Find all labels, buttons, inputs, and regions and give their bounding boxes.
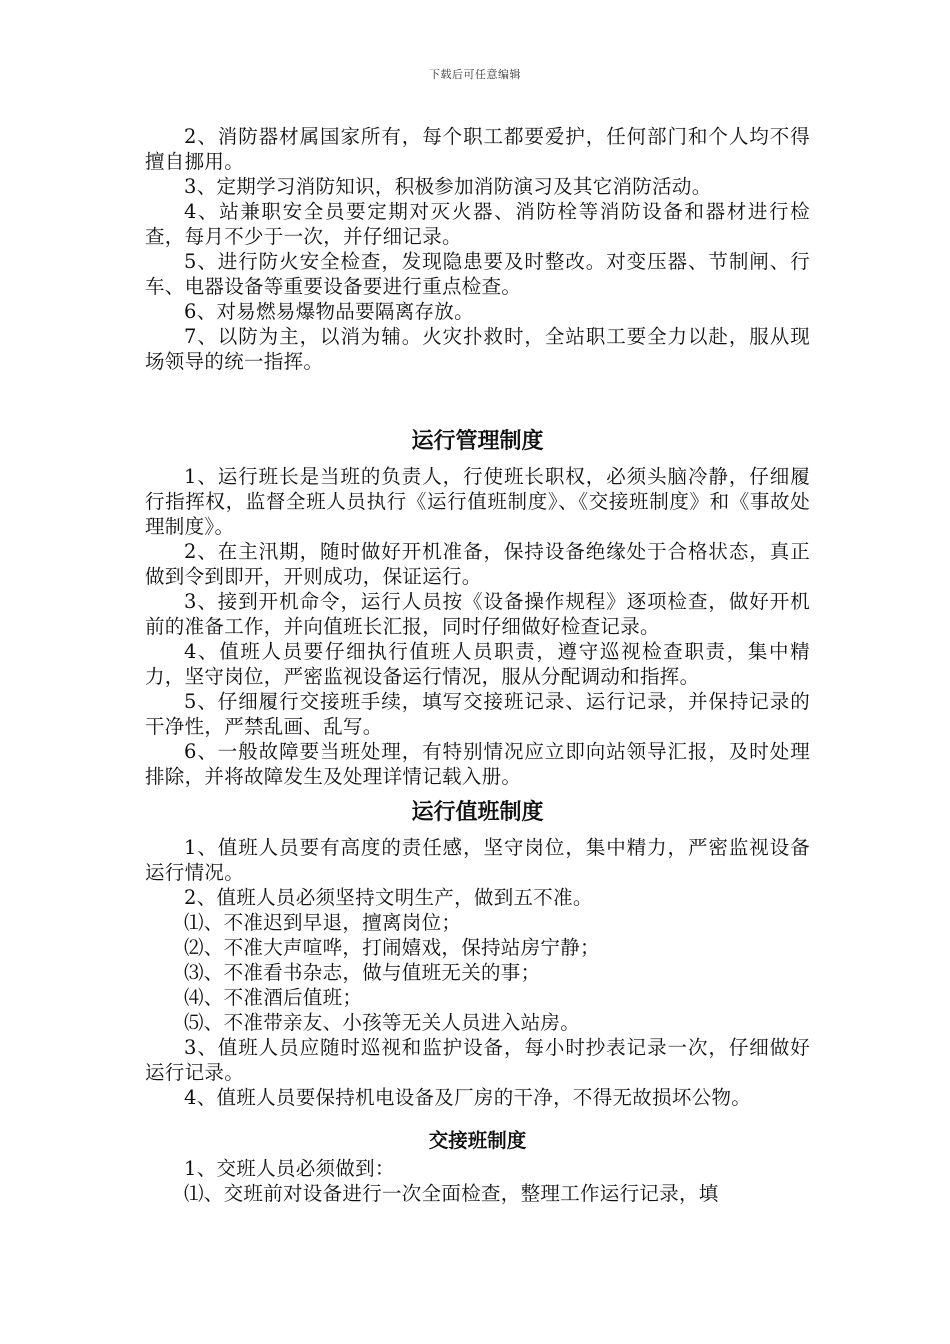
handover-rules-section [145, 1128, 810, 1206]
paragraph: 1、运行班长是当班的负责人，行使班长职权，必须头脑冷静，仔细履行指挥权，监督全班人员执行《运行值班制度》、《交接班制度》和《事故处理制度》。 [145, 465, 810, 538]
paragraph: 6、对易燃易爆物品要隔离存放。 [184, 300, 474, 323]
section-title: 运行值班制度 [411, 800, 544, 825]
paragraph: 5、进行防火安全检查，发现隐患要及时整改。对变压器、节制闸、行车、电器设备等重要设备要进行重点检查。 [145, 250, 810, 298]
paragraph: ⑵、不准大声喧哗，打闹嬉戏，保持站房宁静； [184, 936, 600, 959]
paragraph: 3、定期学习消防知识，积极参加消防演习及其它消防活动。 [184, 175, 712, 198]
document-body [145, 124, 810, 1206]
paragraph: 3、值班人员应随时巡视和监护设备，每小时抄表记录一次，仔细做好运行记录。 [145, 1036, 810, 1084]
operation-management-section [145, 428, 810, 789]
paragraph: ⑴、交班前对设备进行一次全面检查，整理工作运行记录，填 [184, 1182, 719, 1205]
paragraph: ⑴、不准迟到早退，擅离岗位； [184, 911, 462, 934]
fire-rules-section [145, 124, 810, 374]
paragraph: 7、以防为主，以消为辅。火灾扑救时，全站职工要全力以赴，服从现场领导的统一指挥。 [145, 325, 810, 373]
paragraph: 4、站兼职安全员要定期对灭火器、消防栓等消防设备和器材进行检查，每月不少于一次，并仔细记录。 [145, 200, 810, 248]
section-title: 交接班制度 [428, 1129, 527, 1152]
paragraph: 2、消防器材属国家所有，每个职工都要爱护，任何部门和个人均不得擅自挪用。 [145, 125, 810, 173]
section-title: 运行管理制度 [411, 429, 544, 454]
paragraph: 2、在主汛期，随时做好开机准备，保持设备绝缘处于合格状态，真正做到令到即开，开则成功，保证运行。 [145, 540, 810, 588]
paragraph: 5、仔细履行交接班手续，填写交接班记录、运行记录，并保持记录的干净性，严禁乱画、乱写。 [145, 690, 810, 738]
paragraph: 6、一般故障要当班处理，有特别情况应立即向站领导汇报，及时处理排除，并将故障发生及处理详情记载入册。 [145, 740, 810, 788]
paragraph: ⑸、不准带亲友、小孩等无关人员进入站房。 [184, 1011, 581, 1034]
paragraph: ⑷、不准酒后值班； [184, 986, 363, 1009]
paragraph: 4、值班人员要仔细执行值班人员职责，遵守巡视检查职责，集中精力，坚守岗位，严密监视设备运行情况，服从分配调动和指挥。 [145, 640, 810, 688]
paragraph: ⑶、不准看书杂志，做与值班无关的事； [184, 961, 541, 984]
duty-rules-section [145, 799, 810, 1110]
header-note: 下载后可任意编辑 [429, 68, 521, 81]
paragraph: 2、值班人员必须坚持文明生产，做到五不准。 [184, 886, 593, 909]
paragraph: 3、接到开机命令，运行人员按《设备操作规程》逐项检查，做好开机前的准备工作，并向值班长汇报，同时仔细做好检查记录。 [145, 590, 810, 638]
paragraph: 1、值班人员要有高度的责任感，坚守岗位，集中精力，严密监视设备运行情况。 [145, 836, 810, 884]
paragraph: 1、交班人员必须做到： [184, 1157, 395, 1180]
paragraph: 4、值班人员要保持机电设备及厂房的干净，不得无故损坏公物。 [184, 1086, 752, 1109]
